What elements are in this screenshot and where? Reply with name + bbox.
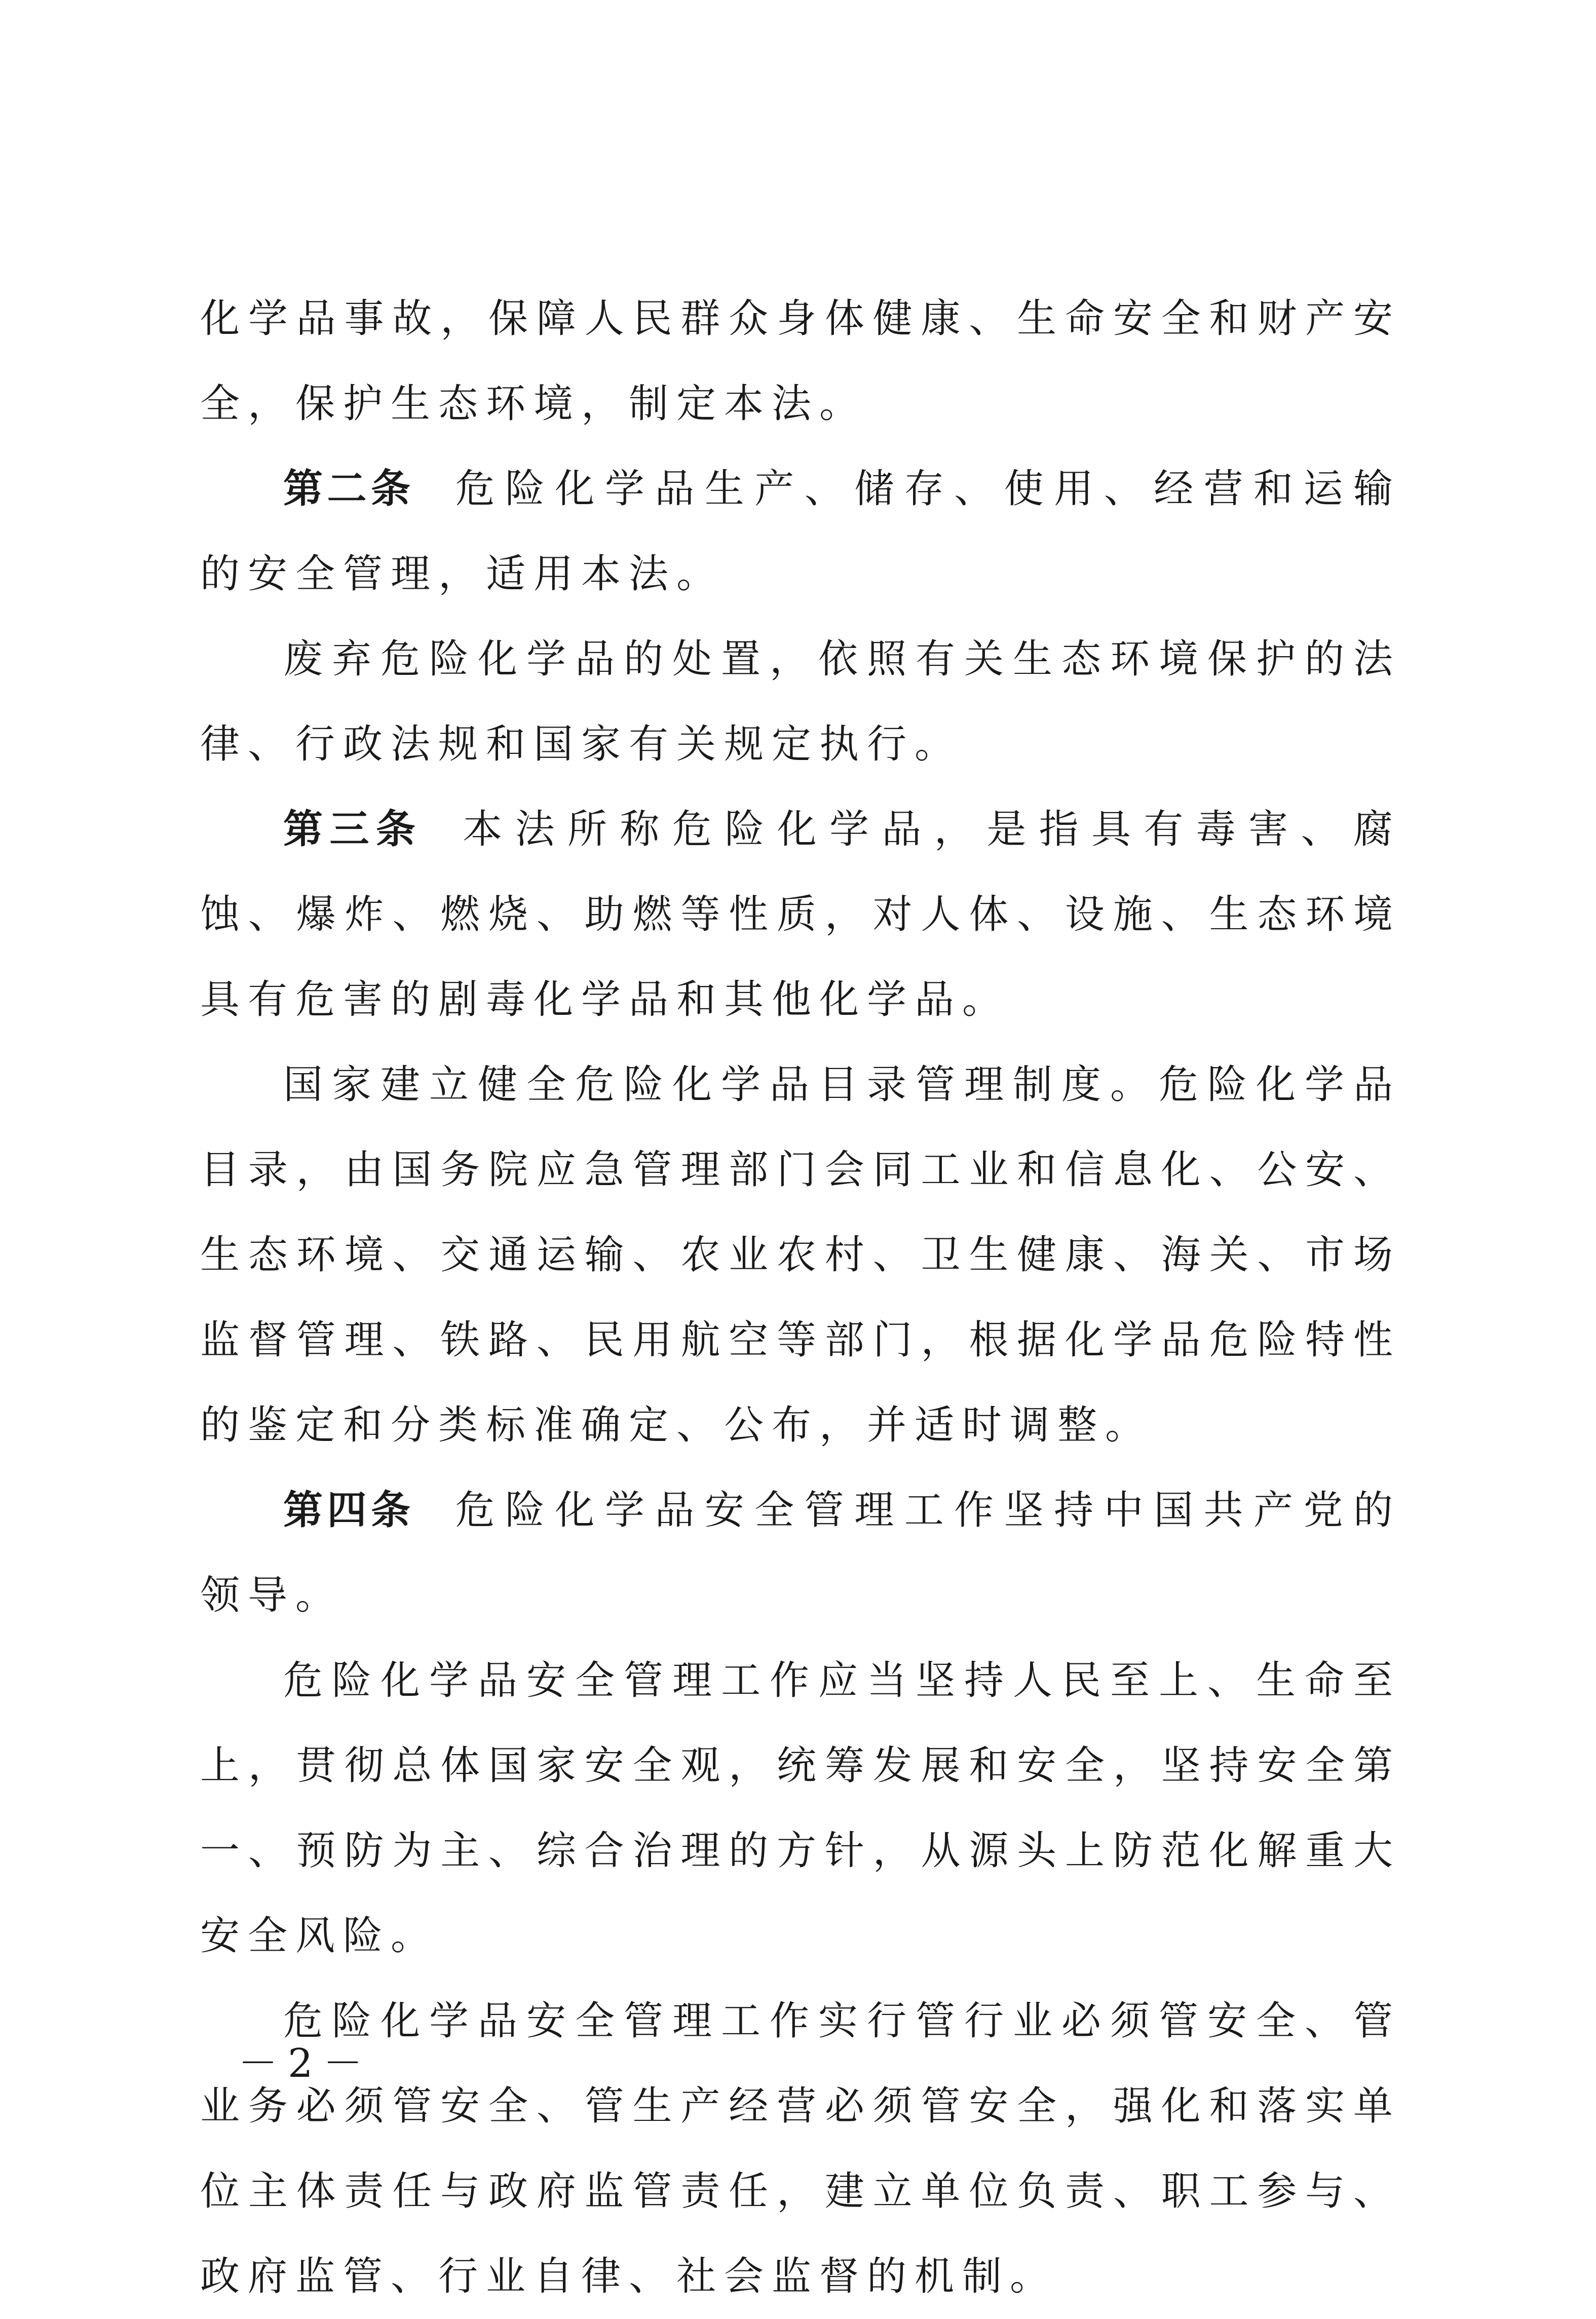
paragraph-text: 化学品事故，保障人民群众身体健康、生命安全和财产安全，保护生态环境，制定本法。 <box>200 296 1401 427</box>
article-title: 第三条 <box>283 807 423 852</box>
paragraph-text: 国家建立健全危险化学品目录管理制度。危险化学品目录，由国务院应急管理部门会同工业和信息化、公安、生态环境、交通运输、农业农村、卫生健康、海关、市场监督管理、铁路、民用航空等部门，根据化学品危险特性的鉴定和分类标准确定、公布，并适时调整。 <box>200 1062 1401 1448</box>
paragraph-text: 废弃危险化学品的处置，依照有关生态环境保护的法律、行政法规和国家有关规定执行。 <box>200 636 1401 767</box>
page-number: －2－ <box>238 2041 373 2086</box>
document-body <box>200 276 1401 2319</box>
paragraph-text: 本法所称危险化学品，是指具有毒害、腐蚀、爆炸、燃烧、助燃等性质，对人体、设施、生态环境具有危害的剧毒化学品和其他化学品。 <box>200 807 1401 1022</box>
paragraph-3 <box>200 617 1401 787</box>
paragraph-7 <box>200 1638 1401 1979</box>
paragraph-article-2 <box>200 446 1401 617</box>
paragraph-article-4 <box>200 1468 1401 1638</box>
paragraph-text: 危险化学品生产、储存、使用、经营和运输的安全管理，适用本法。 <box>200 466 1401 597</box>
article-title: 第四条 <box>283 1488 415 1533</box>
paragraph-1 <box>200 276 1401 446</box>
paragraph-text: 危险化学品安全管理工作实行管行业必须管安全、管业务必须管安全、管生产经营必须管安全，强化和落实单位主体责任与政府监管责任，建立单位负责、职工参与、政府监管、行业自律、社会监督的机制。 <box>200 1998 1401 2299</box>
article-title: 第二条 <box>283 466 415 512</box>
paragraph-8 <box>200 1979 1401 2319</box>
paragraph-text: 危险化学品安全管理工作应当坚持人民至上、生命至上，贯彻总体国家安全观，统筹发展和安全，坚持安全第一、预防为主、综合治理的方针，从源头上防范化解重大安全风险。 <box>200 1658 1401 1959</box>
paragraph-5 <box>200 1042 1401 1468</box>
paragraph-article-3 <box>200 787 1401 1042</box>
paragraph-text: 危险化学品安全管理工作坚持中国共产党的领导。 <box>200 1488 1401 1618</box>
